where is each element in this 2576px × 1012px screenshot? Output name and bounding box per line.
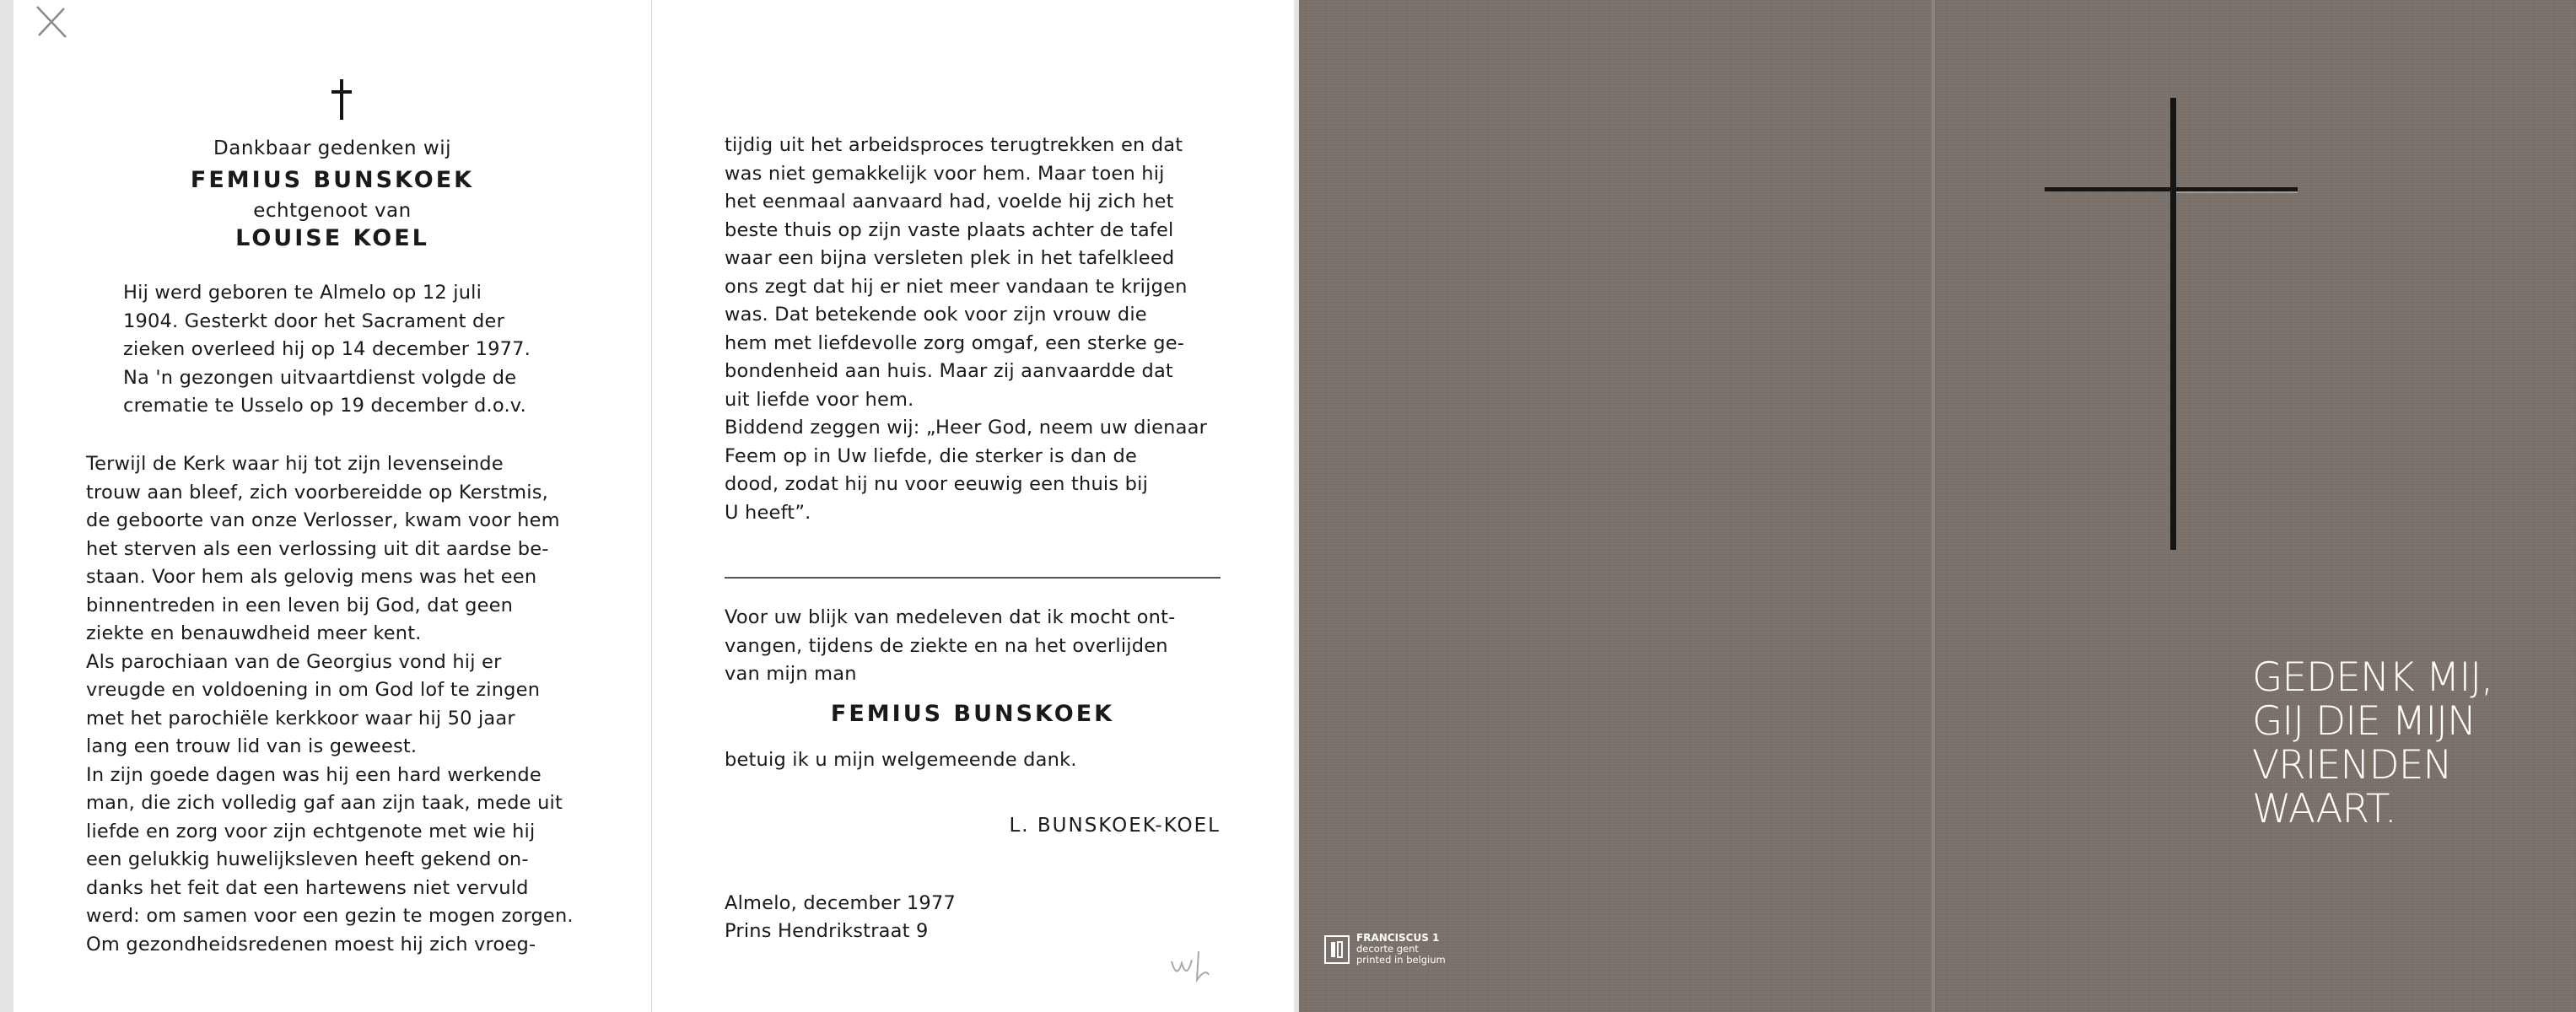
card-front-cover <box>1935 0 2576 1012</box>
motto-line-1: GEDENK MIJ, <box>2252 654 2493 701</box>
eulogy-text-left: Terwijl de Kerk waar hij tot zijn levenseinde trouw aan bleef, zich voorbereidde op Kerstmis, de geboorte van onze Verlosser, kwam voor hem het sterven als een verlossing uit dit aardse be- staan. Voor hem als gelovig mens was het een binnentreden in een leven bij God, dat geen ziekte en benauwdheid meer kent. Als parochiaan van de Georgius vond hij er vreugde en voldoening in om God lof te zingen met het parochiële kerkkoor waar hij 50 jaar lang een trouw lid van is geweest. In zijn goede dagen was hij een hard werkende man, die zich volledig gaf aan zijn taak, mede uit liefde en zorg voor zijn echtgenote met wie hij een gelukkig huwelijksleven heeft gekend on- danks het feit dat een hartewens niet vervuld werd: om samen voor een gezin te mogen zorgen. Om gezondheidsredenen moest hij zich vroeg- <box>86 453 574 955</box>
card-panel-thanks <box>651 0 1294 1012</box>
publisher-name: FRANCISCUS 1 <box>1356 932 1440 944</box>
signature: L. BUNSKOEK-KOEL <box>1009 815 1221 837</box>
cover-motto <box>2252 656 2492 832</box>
eulogy-text-right: tijdig uit het arbeidsproces terugtrekken en dat was niet gemakkelijk voor hem. Maar toen hij het eenmaal aanvaard had, voelde hij zich het beste thuis op zijn vaste plaats achter de tafel waar een bijna versleten plek in het tafelkleed ons zegt dat hij er niet meer vandaan te krijgen was. Dat betekende ook voor zijn vrouw die hem met liefdevolle zorg omgaf, een sterke ge- bondenheid aan huis. Maar zij aanvaardde dat uit liefde voor hem. Biddend zeggen wij: „Heer God, neem uw dienaar Feem op in Uw liefde, die sterker is dan de dood, zodat hij nu voor eeuwig een thuis bij U heeft”. <box>725 134 1208 524</box>
address: Prins Hendrikstraat 9 <box>725 920 929 942</box>
spouse-intro: echtgenoot van <box>253 200 412 222</box>
biography-text: Hij werd geboren te Almelo op 12 juli 1904. Gesterkt door het Sacrament der zieken overleed hij op 14 december 1977. Na 'n gezongen uitvaartdienst volgde de crematie te Usselo op 19 december d.o.v. <box>123 282 531 417</box>
place-date: Almelo, december 1977 <box>725 892 956 914</box>
publisher-city: decorte gent <box>1356 943 1419 955</box>
cross-icon <box>329 78 354 121</box>
thanks-text: Voor uw blijk van medeleven dat ik mocht ont- vangen, tijdens de ziekte en na het overlijden van mijn man <box>725 606 1176 685</box>
card-back-cover <box>1299 0 1932 1012</box>
thanks-name: FEMIUS BUNSKOEK <box>830 701 1115 727</box>
publisher-logo <box>1324 933 1446 966</box>
intro-line: Dankbaar gedenken wij <box>213 137 451 159</box>
pencil-cross-mark <box>32 3 71 40</box>
motto-line-2: GIJ DIE MIJN <box>2252 698 2476 745</box>
spouse-name: LOUISE KOEL <box>235 225 429 251</box>
divider <box>725 577 1221 579</box>
book-icon <box>1324 935 1350 964</box>
thanks-close: betuig ik u mijn welgemeende dank. <box>725 749 1077 771</box>
large-cross-icon <box>2045 94 2315 567</box>
motto-line-3: VRIENDEN <box>2252 742 2452 789</box>
deceased-name: FEMIUS BUNSKOEK <box>190 167 475 193</box>
card-panel-announcement <box>13 0 651 1012</box>
publisher-country: printed in belgium <box>1356 954 1446 966</box>
pencil-annotation <box>1168 946 1219 985</box>
motto-line-4: WAART. <box>2252 786 2396 832</box>
